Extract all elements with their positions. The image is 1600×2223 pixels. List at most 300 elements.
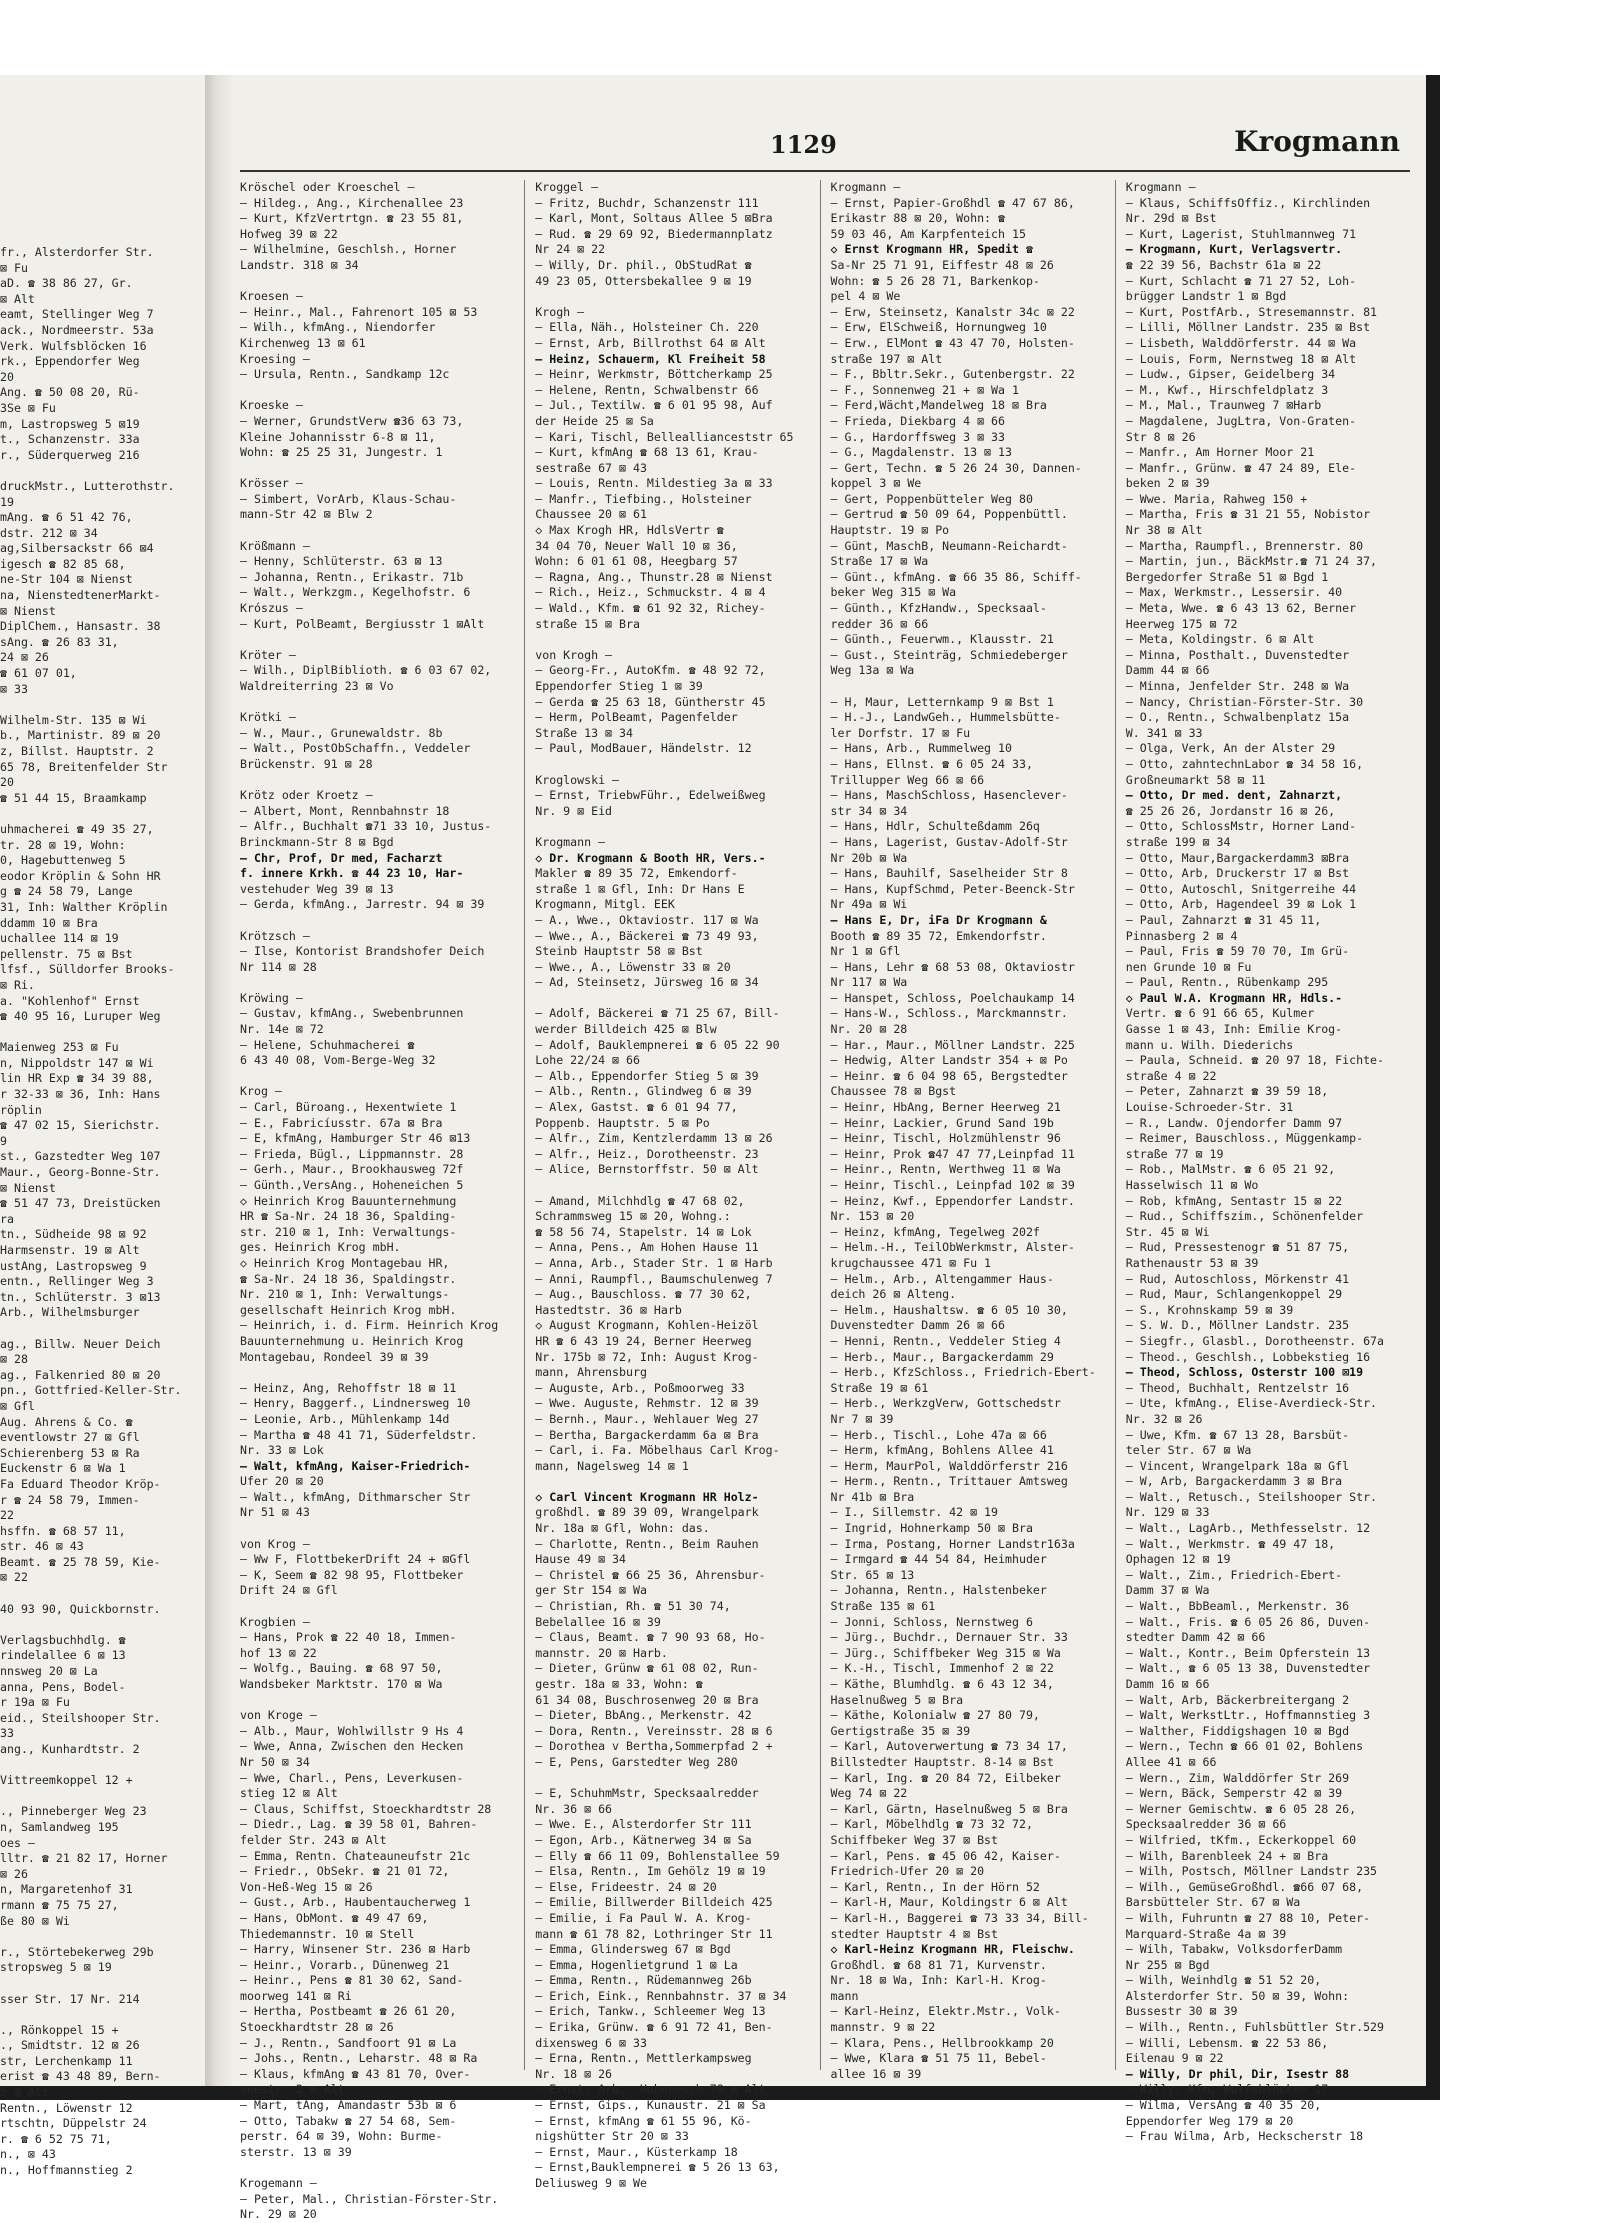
directory-entry: — E, kfmAng, Hamburger Str 46 ⊠13 [240, 1131, 471, 1146]
directory-entry [0, 2007, 200, 2023]
directory-entry: uchallee 114 ⊠ 19 [0, 931, 119, 946]
directory-entry: Duvenstedter Damm 26 ⊠ 66 [830, 1318, 1006, 1333]
directory-entry [0, 463, 200, 479]
directory-entry: — Kurt, PostfArb., Stresemannstr. 81 [1125, 304, 1378, 319]
directory-entry: — Walt, WerkstLtr., Hoffmannstieg 3 [1125, 1708, 1371, 1723]
directory-entry: mann, Ahrensburg [535, 1365, 647, 1380]
directory-entry: — Ernst, TriebwFühr., Edelweißweg [535, 788, 766, 803]
directory-entry [535, 757, 813, 773]
directory-entry: — Ernst, Gips., Kunaustr. 21 ⊠ Sa [535, 2098, 766, 2113]
directory-entry: ler Dorfstr. 17 ⊠ Fu [830, 725, 971, 740]
directory-entry: Bauunternehmung u. Heinrich Krog [240, 1333, 464, 1348]
directory-entry: — Christel ☎ 66 25 36, Ahrensbur- [535, 1567, 766, 1582]
directory-entry: Chaussee 20 ⊠ 61 [535, 507, 647, 522]
directory-entry: — Alfr., Buchhalt ☎71 33 10, Justus- [240, 819, 492, 834]
directory-entry: n, Nippoldstr 147 ⊠ Wi [0, 1055, 154, 1070]
directory-entry: straße 4 ⊠ 22 [1125, 1068, 1217, 1083]
directory-entry: — Louis, Form, Nernstweg 18 ⊠ Alt [1125, 351, 1357, 366]
directory-entry: ☎ 25 26 26, Jordanstr 16 ⊠ 26, [1125, 803, 1336, 818]
directory-entry: ☎ 40 95 16, Luruper Weg [0, 1009, 161, 1024]
directory-entry: — Erna, Rentn., Mettlerkampsweg [535, 2051, 752, 2066]
directory-entry: — G., Hardorffsweg 3 ⊠ 33 [830, 429, 1006, 444]
directory-entry: — Heinrich, i. d. Firm. Heinrich Krog [240, 1318, 499, 1333]
directory-entry [0, 1789, 200, 1805]
directory-entry: ustAng, Lastropsweg 9 [0, 1258, 147, 1273]
directory-entry: — Walt., Zim., Friedrich-Ebert- [1125, 1567, 1343, 1582]
directory-entry: — Hans, ObMont. ☎ 49 47 69, [240, 1910, 429, 1925]
directory-entry: Krogmann, Mitgl. EEK [535, 897, 675, 912]
directory-entry: Krößmann — [240, 538, 310, 553]
directory-entry: — Heinr., Pens ☎ 81 30 62, Sand- [240, 1973, 464, 1988]
directory-entry: von Krogh — [535, 647, 613, 662]
directory-entry: — Herm., Rentn., Trittauer Amtsweg [830, 1474, 1068, 1489]
directory-entry: Großhdl. ☎ 68 81 71, Kurvenstr. [830, 1957, 1047, 1972]
directory-entry: — Ernst, kfmAng ☎ 61 55 96, Kö- [535, 2113, 752, 2128]
directory-entry: — Hans, Bauhilf, Saselheider Str 8 [830, 866, 1068, 881]
directory-entry: Euckenstr 6 ⊠ Wa 1 [0, 1461, 126, 1476]
directory-entry: teler Str. 67 ⊠ Wa [1125, 1443, 1252, 1458]
directory-entry: 20 [0, 775, 14, 790]
directory-entry [535, 632, 813, 648]
directory-entry: 3Se ⊠ Fu [0, 400, 56, 415]
directory-entry: str 34 ⊠ 34 [830, 803, 908, 818]
directory-entry: n., ⊠ 43 [0, 2147, 56, 2162]
directory-entry: werder Billdeich 425 ⊠ Blw [535, 1022, 717, 1037]
directory-entry: Nr. 20 ⊠ 28 [830, 1022, 908, 1037]
directory-entry: Booth ☎ 89 35 72, Emkendorfstr. [830, 928, 1047, 943]
directory-entry: Louise-Schroeder-Str. 31 [1125, 1100, 1294, 1115]
directory-entry: Straße 17 ⊠ Wa [830, 554, 929, 569]
directory-entry: — Wwe, Charl., Pens, Leverkusen- [240, 1770, 464, 1785]
directory-entry: — Heinr, Werkmstr, Böttcherkamp 25 [535, 367, 773, 382]
directory-entry: — Wilh, Postsch, Möllner Landstr 235 [1125, 1864, 1378, 1879]
directory-entry: Nr. 18 ⊠ 26 [535, 2066, 613, 2081]
directory-entry: 22 [0, 1508, 14, 1523]
directory-entry: ☎ 51 44 15, Braamkamp [0, 790, 147, 805]
facing-page-fragment [0, 245, 200, 2178]
directory-entry: Ophagen 12 ⊠ 19 [1125, 1552, 1231, 1567]
directory-entry: — Adolf, Bäckerei ☎ 71 25 67, Bill- [535, 1006, 780, 1021]
directory-entry: ag., Billw. Neuer Deich [0, 1336, 161, 1351]
directory-entry: Nr 1 ⊠ Gfl [830, 944, 901, 959]
directory-entry: 34 04 70, Neuer Wall 10 ⊠ 36, [535, 538, 738, 553]
directory-entry: Gasse 1 ⊠ 43, Inh: Emilie Krog- [1125, 1022, 1343, 1037]
directory-entry: — Willy, Dr phil, Dir, Isestr 88 [1125, 2066, 1350, 2081]
directory-entry: — Hans, MaschSchloss, Hasenclever- [830, 788, 1068, 803]
directory-entry: — Klara, Pens., Hellbrookkamp 20 [830, 2035, 1054, 2050]
directory-entry [535, 991, 813, 1007]
directory-entry: — Gert, Techn. ☎ 5 26 24 30, Dannen- [830, 460, 1082, 475]
directory-entry: — Auguste, Arb., Poßmoorweg 33 [535, 1380, 745, 1395]
directory-entry: — Rud. ☎ 29 69 92, Biedermannplatz [535, 226, 773, 241]
directory-entry: — Emilie, i Fa Paul W. A. Krog- [535, 1910, 752, 1925]
directory-entry: — Ursula, Rentn., Sandkamp 12c [240, 367, 450, 382]
directory-entry: Von-Heß-Weg 15 ⊠ 26 [240, 1879, 373, 1894]
directory-entry: Nr. 36 ⊠ 66 [535, 1801, 613, 1816]
directory-entry [0, 1976, 200, 1992]
directory-entry: Montagebau, Rondeel 39 ⊠ 39 [240, 1349, 429, 1364]
directory-entry: mannstr. 20 ⊠ Harb. [535, 1645, 668, 1660]
directory-entry: Nr. 29d ⊠ Bst [1125, 211, 1217, 226]
directory-entry: — H, Maur, Letternkamp 9 ⊠ Bst 1 [830, 694, 1054, 709]
directory-entry: Waldreiterring 23 ⊠ Vo [240, 679, 394, 693]
directory-entry: — Werner, GrundstVerw ☎36 63 73, [240, 413, 464, 428]
directory-entry: — Günth.,VersAng., Hoheneichen 5 [240, 1178, 464, 1192]
directory-entry: str. 46 ⊠ 43 [0, 1539, 84, 1554]
directory-entry: Erikastr 88 ⊠ 20, Wohn: ☎ [830, 211, 1006, 226]
directory-entry: — Johanna, Rentn., Erikastr. 71b [240, 569, 464, 584]
directory-entry: großhdl. ☎ 89 39 09, Wrangelpark [535, 1505, 759, 1520]
scanned-page [0, 75, 1440, 2222]
directory-entry: — Walt, Arb, Bäckerbreitergang 2 [1125, 1692, 1350, 1707]
directory-entry: — Theod, Schloss, Osterstr 100 ⊠19 [1125, 1365, 1364, 1380]
directory-entry: — Otto, Dr med. dent, Zahnarzt, [1125, 788, 1343, 803]
directory-entry: — Heinz, Schauerm, Kl Freiheit 58 [535, 351, 766, 366]
directory-entry: — Max, Werkmstr., Lessersir. 40 [1125, 585, 1343, 600]
directory-entry [240, 274, 518, 290]
directory-entry: Bergedorfer Straße 51 ⊠ Bgd 1 [1125, 569, 1329, 584]
directory-entry: — Claus, Schiffst, Stoeckhardtstr 28 [240, 1801, 492, 1816]
directory-entry: — Harry, Winsener Str. 236 ⊠ Harb [240, 1942, 471, 1957]
directory-entry: — Krogmann, Kurt, Verlagsvertr. [1125, 242, 1343, 257]
directory-entry: — Wwe., A., Bäckerei ☎ 73 49 93, [535, 928, 759, 943]
directory-entry: rtschtn, Düppelstr 24 [0, 2116, 147, 2131]
directory-entry: — Otto, Arb, Druckerstr 17 ⊠ Bst [1125, 866, 1350, 881]
directory-entry: seestr. 2 ⊠ Alt [240, 2082, 345, 2097]
directory-entry: Steinb Hauptstr 58 ⊠ Bst [535, 944, 703, 959]
directory-entry: — Erika, Grünw. ☎ 6 91 72 41, Ben- [535, 2020, 773, 2035]
directory-entry: — Hildeg., Ang., Kirchenallee 23 [240, 195, 464, 210]
directory-entry: — Bertha, Bargackerdamm 6a ⊠ Bra [535, 1427, 759, 1442]
directory-entry [240, 461, 518, 477]
directory-entry: Verk. Wulfsblöcken 16 [0, 338, 147, 353]
directory-entry: — Dieter, BbAng., Merkenstr. 42 [535, 1708, 752, 1723]
directory-entry: Thiedemannstr. 10 ⊠ Stell [240, 1926, 415, 1941]
directory-entry: — M., Kwf., Hirschfeldplatz 3 [1125, 382, 1329, 397]
directory-entry: rindelallee 6 ⊠ 13 [0, 1648, 126, 1663]
directory-entry: — Kari, Tischl, Belleallianceststr 65 [535, 429, 794, 444]
directory-entry: ◇ Karl-Heinz Krogmann HR, Fleischw. [830, 1942, 1075, 1957]
directory-entry: Stoeckhardtstr 28 ⊠ 26 [240, 2020, 394, 2035]
directory-entry: — Erw., ElMont ☎ 43 47 70, Holsten- [830, 335, 1075, 350]
directory-entry: hsffn. ☎ 68 57 11, [0, 1523, 126, 1538]
directory-entry: ang., Kunhardtstr. 2 [0, 1742, 140, 1756]
directory-entry: 6 43 40 08, Vom-Berge-Weg 32 [240, 1053, 436, 1068]
directory-entry: — Paul, Zahnarzt ☎ 31 45 11, [1125, 912, 1322, 927]
directory-entry: Kröter — [240, 647, 296, 662]
directory-entry: pellenstr. 75 ⊠ Bst [0, 946, 133, 961]
directory-entry: — Dora, Rentn., Vereinsstr. 28 ⊠ 6 [535, 1723, 773, 1738]
directory-entry: eid., Steilshooper Str. [0, 1710, 161, 1725]
directory-entry [240, 773, 518, 789]
directory-entry: rmann ☎ 75 75 27, [0, 1897, 119, 1912]
directory-entry: Wohn: ☎ 5 26 28 71, Barkenkop- [830, 273, 1040, 288]
directory-entry: — Bernh., Maur., Wehlauer Weg 27 [535, 1411, 759, 1426]
directory-entry: — Herb., Maur., Bargackerdamm 29 [830, 1349, 1054, 1364]
directory-entry: 19 [0, 494, 14, 509]
directory-entry: — Heinr, Prok ☎47 47 77,Leinpfad 11 [830, 1146, 1075, 1161]
directory-entry: f. innere Krkh. ☎ 44 23 10, Har- [240, 866, 464, 881]
directory-entry: mannstr. 9 ⊠ 22 [830, 2020, 936, 2035]
directory-entry: — Heinr., Mal., Fahrenort 105 ⊠ 53 [240, 304, 478, 319]
directory-entry: — Walt., LagArb., Methfesselstr. 12 [1125, 1521, 1371, 1536]
directory-entry [240, 2160, 518, 2176]
directory-entry: ☎ 51 47 73, Dreistücken [0, 1196, 161, 1211]
directory-entry: — Theod, Buchhalt, Rentzelstr 16 [1125, 1380, 1350, 1395]
directory-entry: ⊠ 26 [0, 1866, 28, 1881]
directory-entry: vestehuder Weg 39 ⊠ 13 [240, 881, 394, 896]
directory-entry: — Albert, Mont, Rennbahnstr 18 [240, 803, 450, 818]
directory-entry: redder 36 ⊠ 66 [830, 616, 929, 631]
directory-entry: Kroesen — [240, 289, 303, 304]
directory-entry: — Wern., Zim, Walddörfer Str 269 [1125, 1770, 1350, 1785]
directory-entry: Eppendorfer Stieg 1 ⊠ 39 [535, 679, 703, 693]
directory-entry: — Karl, Autoverwertung ☎ 73 34 17, [830, 1739, 1068, 1754]
directory-entry [0, 1321, 200, 1337]
directory-entry: Straße 135 ⊠ 61 [830, 1599, 936, 1614]
directory-entry: — Hans, KupfSchmd, Peter-Beenck-Str [830, 881, 1075, 896]
directory-entry [0, 1586, 200, 1602]
directory-entry: ⊠ Gfl [0, 1398, 35, 1413]
directory-entry: — Helm.-H., TeilObWerkmstr, Alster- [830, 1240, 1075, 1255]
directory-entry: — Helene, Schuhmacherei ☎ [240, 1037, 415, 1052]
directory-entry [535, 1771, 813, 1787]
directory-entry: — Wilh, Tabakw, VolksdorferDamm [1125, 1942, 1343, 1957]
directory-entry: ☎ 61 07 01, [0, 666, 77, 681]
directory-entry: — Peter, Mal., Christian-Förster-Str. [240, 2191, 499, 2206]
directory-entry: Nr 41b ⊠ Bra [830, 1489, 915, 1504]
directory-entry: ☎ 58 56 74, Stapelstr. 14 ⊠ Lok [535, 1224, 752, 1239]
directory-column-4 [1125, 180, 1410, 2144]
directory-entry: tn., Schlüterstr. 3 ⊠13 [0, 1289, 161, 1304]
directory-entry: — Rich., Heiz., Schmuckstr. 4 ⊠ 4 [535, 585, 766, 600]
directory-entry: — Walt., Werkzgm., Kegelhofstr. 6 [240, 585, 471, 600]
directory-entry: Makler ☎ 89 35 72, Emkendorf- [535, 866, 738, 881]
directory-entry: — Meta, Wwe. ☎ 6 43 13 62, Berner [1125, 601, 1357, 616]
directory-entry [535, 1474, 813, 1490]
directory-entry: uhmacherei ☎ 49 35 27, [0, 821, 154, 836]
directory-entry: — Manfr., Am Horner Moor 21 [1125, 445, 1315, 460]
directory-entry: dixensweg 6 ⊠ 33 [535, 2035, 647, 2050]
directory-entry: g ☎ 24 58 79, Lange [0, 884, 133, 899]
directory-entry: st., Gazstedter Weg 107 [0, 1149, 161, 1164]
directory-entry [535, 1178, 813, 1194]
directory-entry: — Karl, Pens. ☎ 45 06 42, Kaiser- [830, 1848, 1061, 1863]
directory-entry: Krötki — [240, 710, 296, 725]
directory-entry: hof 13 ⊠ 22 [240, 1645, 317, 1660]
directory-entry: — Frau Wilma, Arb, Heckscherstr 18 [1125, 2129, 1364, 2144]
directory-entry: — Ww F, FlottbekerDrift 24 + ⊠Gfl [240, 1552, 471, 1567]
directory-entry: Nr. 18 ⊠ Wa, Inh: Karl-H. Krog- [830, 1973, 1047, 1988]
directory-entry: — Ludw., Gipser, Geidelberg 34 [1125, 367, 1336, 382]
directory-entry: Wohn: ☎ 25 25 31, Jungestr. 1 [240, 445, 443, 460]
directory-entry: Verlagsbuchhdlg. ☎ [0, 1632, 126, 1647]
directory-entry [0, 1758, 200, 1774]
directory-entry: — Heinr, HbAng, Berner Heerweg 21 [830, 1100, 1061, 1115]
directory-entry: eodor Kröplin & Sohn HR [0, 868, 161, 883]
directory-entry: 65 78, Breitenfelder Str [0, 759, 168, 774]
directory-entry: 24 ⊠ 26 [0, 650, 49, 665]
directory-entry: — Kurt, Schlacht ☎ 71 27 52, Loh- [1125, 273, 1357, 288]
directory-entry: ☎ 47 02 15, Sierichstr. [0, 1118, 161, 1133]
directory-entry: stedter Damm 42 ⊠ 66 [1125, 1630, 1266, 1645]
directory-entry: — Otto, SchlossMstr, Horner Land- [1125, 819, 1357, 834]
directory-entry: — Walt., Kontr., Beim Opferstein 13 [1125, 1645, 1371, 1660]
directory-entry: r. ☎ 6 52 75 71, [0, 2131, 112, 2146]
directory-entry: — F., Sonnenweg 21 + ⊠ Wa 1 [830, 382, 1019, 397]
directory-entry: — Karl-Heinz, Elektr.Mstr., Volk- [830, 2004, 1061, 2019]
directory-entry: Gertigstraße 35 ⊠ 39 [830, 1723, 971, 1738]
directory-entry [535, 289, 813, 305]
directory-entry: — E, SchuhmMstr, Specksaalredder [535, 1786, 759, 1801]
directory-entry: Vertr. ☎ 6 91 66 65, Kulmer [1125, 1006, 1315, 1021]
directory-entry: röplin [0, 1102, 42, 1117]
directory-entry: — Jürg., Buchdr., Dernauer Str. 33 [830, 1630, 1068, 1645]
directory-entry: Beamt. ☎ 25 78 59, Kie- [0, 1554, 161, 1569]
directory-entry: 59 03 46, Am Karpfenteich 15 [830, 226, 1026, 241]
directory-entry: — Peter, Zahnarzt ☎ 39 59 18, [1125, 1084, 1329, 1099]
directory-entry: — Walt., Retusch., Steilshooper Str. [1125, 1489, 1378, 1504]
directory-entry: — Wwe., A., Löwenstr 33 ⊠ 20 [535, 959, 731, 974]
directory-entry: Kroglowski — [535, 772, 620, 787]
directory-column-2 [535, 180, 820, 2190]
directory-entry: Bussestr 30 ⊠ 39 [1125, 2004, 1238, 2019]
directory-entry: rk., Eppendorfer Weg [0, 354, 140, 369]
directory-entry: ag,Silbersackstr 66 ⊠4 [0, 541, 154, 556]
directory-entry: eamt, Stellinger Weg 7 [0, 307, 154, 322]
directory-entry: mann-Str 42 ⊠ Blw 2 [240, 507, 373, 522]
directory-entry: str, Lerchenkamp 11 [0, 2053, 133, 2068]
directory-entry: — E., Fabricíusstr. 67a ⊠ Bra [240, 1115, 443, 1130]
directory-entry: ger Str 154 ⊠ Wa [535, 1583, 647, 1598]
directory-entry: Fa Eduard Theodor Kröp- [0, 1476, 161, 1491]
directory-entry: — Martha ☎ 48 41 71, Süderfeldstr. [240, 1427, 478, 1442]
directory-entry: — Hans, Prok ☎ 22 40 18, Immen- [240, 1630, 457, 1645]
directory-entry: pel 4 ⊠ We [830, 289, 901, 304]
directory-entry: Großneumarkt 58 ⊠ 11 [1125, 772, 1266, 787]
directory-entry: — Alfr., Heiz., Dorotheenstr. 23 [535, 1146, 759, 1161]
directory-entry: str. 210 ⊠ 1, Inh: Verwaltungs- [240, 1224, 457, 1239]
directory-entry: — Diedr., Lag. ☎ 39 58 01, Bahren- [240, 1817, 478, 1832]
directory-entry: — Jürg., Schiffbeker Weg 315 ⊠ Wa [830, 1645, 1061, 1660]
directory-entry: Hause 49 ⊠ 34 [535, 1552, 626, 1567]
directory-entry: — Rud., Schiffszim., Schönenfelder [1125, 1209, 1364, 1224]
directory-entry: r., Süderquerweg 216 [0, 447, 140, 462]
directory-entry: Nr. 14e ⊠ 72 [240, 1022, 324, 1037]
directory-entry: — Helm., Haushaltsw. ☎ 6 05 10 30, [830, 1302, 1068, 1317]
directory-entry [240, 383, 518, 399]
directory-entry: ◇ Heinrich Krog Bauunternehmung [240, 1193, 457, 1208]
directory-entry: — Heinr. ☎ 6 04 98 65, Bergstedter [830, 1068, 1068, 1083]
directory-entry: — Frieda, Diekbarg 4 ⊠ 66 [830, 413, 1006, 428]
directory-entry: Kroeske — [240, 398, 303, 413]
directory-entry: Str. 45 ⊠ Wi [1125, 1224, 1210, 1239]
directory-entry: — Emma, Hogenlietgrund 1 ⊠ La [535, 1957, 738, 1972]
directory-entry: — Erw, ElSchweiß, Hornungweg 10 [830, 320, 1047, 335]
directory-entry: Maienweg 253 ⊠ Fu [0, 1040, 119, 1055]
directory-entry: — Paul, Fris ☎ 59 70 70, Im Grü- [1125, 944, 1350, 959]
directory-entry: 5 ⊠ Alt [0, 2085, 49, 2100]
directory-entry: oes — [0, 1835, 35, 1850]
directory-entry: fr., Alsterdorfer Str. [0, 245, 154, 259]
directory-entry: a. "Kohlenhof" Ernst [0, 993, 140, 1008]
directory-entry: — Aug., Bauschloss. ☎ 77 30 62, [535, 1287, 752, 1302]
directory-entry: — E, Pens, Garstedter Weg 280 [535, 1754, 738, 1769]
directory-entry [240, 1693, 518, 1709]
directory-entry: — Jul., Textilw. ☎ 6 01 95 98, Auf [535, 398, 773, 413]
directory-entry: — Ragna, Ang., Thunstr.28 ⊠ Nienst [535, 569, 773, 584]
directory-entry: — Heinr., Vorarb., Dünenweg 21 [240, 1957, 450, 1972]
directory-entry: — Wilhelmine, Geschlsh., Horner [240, 242, 457, 257]
directory-entry: — Heinr, Tischl, Holzmühlenstr 96 [830, 1131, 1061, 1146]
directory-entry: — Lilli, Möllner Landstr. 235 ⊠ Bst [1125, 320, 1371, 335]
directory-entry: — Paula, Schneid. ☎ 20 97 18, Fichte- [1125, 1053, 1385, 1068]
directory-entry: — Heinz, Kwf., Eppendorfer Landstr. [830, 1193, 1075, 1208]
directory-entry: — Olga, Verk, An der Alster 29 [1125, 741, 1336, 756]
directory-entry: Nr. 29 ⊠ 20 [240, 2207, 317, 2222]
directory-entry: — Rud, Pressestenogr ☎ 51 87 75, [1125, 1240, 1350, 1255]
directory-entry: — Simbert, VorArb, Klaus-Schau- [240, 491, 457, 506]
directory-entry: — Heinz, Ang, Rehoffstr 18 ⊠ 11 [240, 1380, 457, 1395]
directory-entry: — Alb., Maur, Wohlwillstr 9 Hs 4 [240, 1723, 464, 1738]
directory-entry: — Wilh., GemüseGroßhdl. ☎66 07 68, [1125, 1879, 1364, 1894]
directory-entry: — Martha, Raumpfl., Brennerstr. 80 [1125, 538, 1364, 553]
directory-entry: Nr. 129 ⊠ 33 [1125, 1505, 1210, 1520]
directory-entry: Damm 37 ⊠ Wa [1125, 1583, 1210, 1598]
directory-entry: — W., Maur., Grunewaldstr. 8b [240, 725, 443, 740]
directory-entry: r 19a ⊠ Fu [0, 1695, 70, 1710]
directory-entry: ⊠ Nienst [0, 603, 56, 618]
directory-entry: — Emma, Rentn. Chateauneufstr 21c [240, 1848, 471, 1863]
directory-entry: — Alb., Rentn., Glindweg 6 ⊠ 39 [535, 1084, 752, 1099]
directory-entry: ⊠ 28 [0, 1352, 28, 1367]
directory-entry: ⊠ 33 [0, 681, 28, 696]
directory-entry: Krogh — [535, 304, 585, 319]
directory-entry: deich 26 ⊠ Alteng. [830, 1287, 957, 1302]
directory-entry: Nr. 9 ⊠ Eid [535, 803, 613, 818]
directory-entry: DiplChem., Hansastr. 38 [0, 619, 161, 634]
directory-entry [240, 975, 518, 991]
directory-entry: — Erich, Eink., Rennbahnstr. 37 ⊠ 34 [535, 1988, 787, 2003]
directory-entry [240, 1521, 518, 1537]
directory-entry: Vittreemkoppel 12 + [0, 1773, 133, 1788]
directory-entry: Heerweg 175 ⊠ 72 [1125, 616, 1238, 631]
directory-entry: 20 [0, 369, 14, 384]
directory-entry: — W, Arb, Bargackerdamm 3 ⊠ Bra [1125, 1474, 1343, 1489]
directory-entry: Krogmann — [1125, 180, 1196, 194]
directory-entry: na, NienstedtenerMarkt- [0, 588, 161, 603]
directory-entry: Krogbien — [240, 1614, 310, 1629]
directory-entry [240, 632, 518, 648]
directory-entry: — Günt, MaschB, Neumann-Reichardt- [830, 538, 1068, 553]
directory-entry: — Hans-W., Schloss., Marckmannstr. [830, 1006, 1068, 1021]
directory-entry: straße 77 ⊠ 19 [1125, 1146, 1224, 1161]
directory-entry: — Friedr., ObSekr. ☎ 21 01 72, [240, 1864, 450, 1879]
directory-entry: ⊠ Ri. [0, 977, 35, 992]
directory-entry: ◇ Paul W.A. Krogmann HR, Hdls.- [1125, 990, 1343, 1005]
directory-entry: ack., Nordmeerstr. 53a [0, 322, 154, 337]
directory-entry: — Georg-Fr., AutoKfm. ☎ 48 92 72, [535, 663, 766, 678]
directory-entry: — Käthe, Blumhdlg. ☎ 6 43 12 34, [830, 1677, 1054, 1691]
directory-entry: — Meta, Koldingstr. 6 ⊠ Alt [1125, 632, 1315, 647]
directory-entry: Deliusweg 9 ⊠ We [535, 2176, 647, 2190]
directory-entry: Nr 117 ⊠ Wa [830, 975, 908, 990]
directory-entry: — Irmgard ☎ 44 54 84, Heimhuder [830, 1552, 1047, 1567]
directory-entry: — Hertha, Postbeamt ☎ 26 61 20, [240, 2004, 457, 2019]
directory-entry: — Willi, Lebensm. ☎ 22 53 86, [1125, 2035, 1329, 2050]
directory-entry: — Wilh., kfmAng., Niendorfer [240, 320, 436, 335]
directory-entry: — H.-J., LandwGeh., Hummelsbütte- [830, 710, 1061, 725]
